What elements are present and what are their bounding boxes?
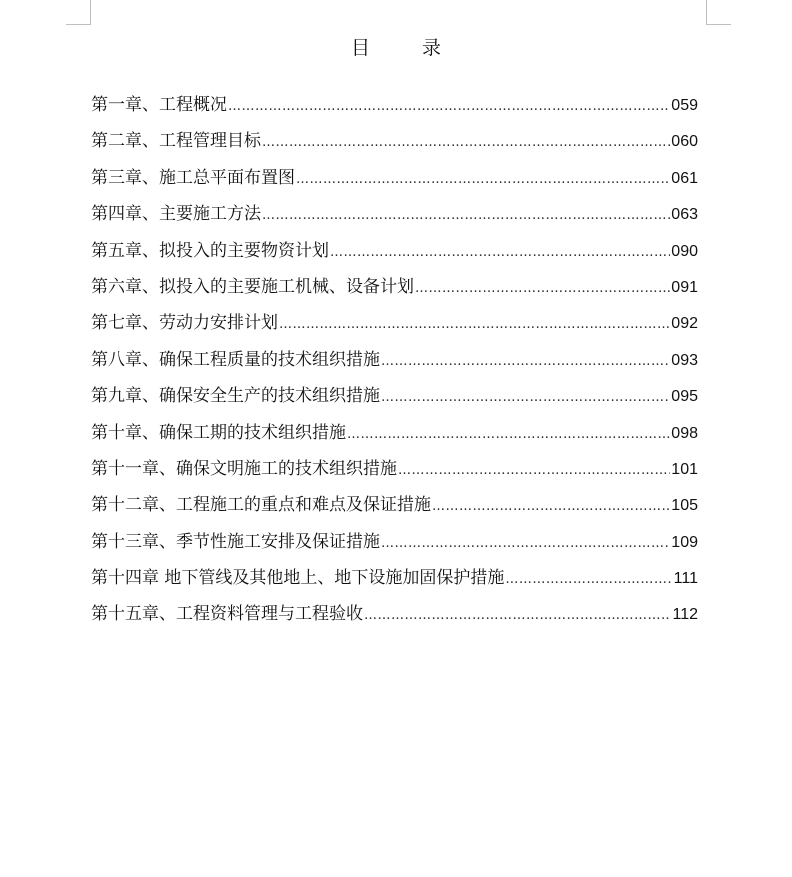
- page-title: [0, 33, 792, 60]
- toc-entry-label: 第十一章、确保文明施工的技术组织措施: [91, 458, 397, 479]
- crop-mark-top-left: [90, 0, 91, 24]
- toc-page-number: 090: [671, 242, 698, 260]
- page-title-part: 录: [422, 37, 442, 59]
- toc-leader-dots: [381, 390, 670, 405]
- toc-entry[interactable]: [91, 527, 698, 563]
- toc-entry-label: 第八章、确保工程质量的技术组织措施: [91, 349, 380, 370]
- toc-page-number: 092: [671, 315, 698, 333]
- toc-leader-dots: [381, 536, 670, 551]
- toc-page-number: 059: [671, 97, 698, 114]
- toc-entry[interactable]: [91, 454, 698, 490]
- toc-entry[interactable]: [91, 236, 698, 272]
- toc-page-number: 063: [671, 206, 698, 224]
- toc-page-number: 109: [671, 533, 698, 551]
- toc-entry-label: 第十五章、工程资料管理与工程验收: [91, 604, 363, 625]
- toc-entry[interactable]: [91, 90, 698, 126]
- toc-entry[interactable]: [91, 272, 698, 308]
- toc-entry[interactable]: [91, 381, 698, 417]
- toc-leader-dots: [347, 427, 670, 442]
- toc-leader-dots: [228, 99, 670, 114]
- crop-mark-top-left: [66, 24, 91, 25]
- toc-entry[interactable]: [91, 308, 698, 344]
- toc-entry-label: 第一章、工程概况: [91, 95, 227, 115]
- toc-entry[interactable]: [91, 599, 698, 635]
- toc-entry[interactable]: [91, 490, 698, 526]
- toc-leader-dots: [296, 172, 670, 187]
- toc-entry-label: 第三章、施工总平面布置图: [91, 167, 295, 188]
- crop-mark-top-right: [706, 24, 731, 25]
- toc-entry-label: 第十三章、季节性施工安排及保证措施: [91, 531, 380, 552]
- toc-leader-dots: [262, 208, 670, 223]
- toc-entry-label: 第二章、工程管理目标: [91, 131, 261, 152]
- toc-page-number: 098: [671, 424, 698, 442]
- toc-page-number: 091: [671, 278, 698, 296]
- toc-leader-dots: [432, 499, 670, 514]
- crop-mark-top-right: [706, 0, 707, 24]
- toc-page-number: 061: [671, 169, 698, 187]
- toc-page-number: 095: [671, 388, 698, 406]
- toc-page-number: 111: [673, 570, 698, 588]
- toc-entry-label: 第九章、确保安全生产的技术组织措施: [91, 386, 380, 407]
- toc-entry-label: 第五章、拟投入的主要物资计划: [91, 240, 329, 261]
- toc-entry[interactable]: [91, 418, 698, 454]
- toc-page-number: 101: [671, 460, 698, 478]
- toc-entry-label: 第四章、主要施工方法: [91, 204, 261, 225]
- toc-leader-dots: [415, 281, 670, 296]
- toc-entry-label: 第十章、确保工期的技术组织措施: [91, 422, 346, 443]
- toc-entry[interactable]: [91, 163, 698, 199]
- toc-leader-dots: [364, 608, 671, 623]
- toc-leader-dots: [279, 317, 670, 332]
- toc-leader-dots: [381, 354, 670, 369]
- toc-entry-label: 第七章、劳动力安排计划: [91, 313, 278, 334]
- toc-page-number: 105: [671, 497, 698, 515]
- toc-entry[interactable]: [91, 563, 698, 599]
- toc-entry-label: 第十四章 地下管线及其他地上、地下设施加固保护措施: [91, 568, 505, 589]
- toc-leader-dots: [398, 463, 670, 478]
- toc-page-number: 060: [671, 133, 698, 151]
- toc-entry-label: 第六章、拟投入的主要施工机械、设备计划: [91, 276, 414, 297]
- toc-page-number: 112: [672, 606, 698, 624]
- toc-leader-dots: [505, 572, 672, 587]
- toc-page-number: 093: [671, 351, 698, 369]
- page-title-part: 目: [350, 37, 370, 59]
- toc-entry[interactable]: [91, 199, 698, 235]
- toc-leader-dots: [262, 135, 670, 150]
- toc-entry[interactable]: [91, 345, 698, 381]
- table-of-contents: [91, 90, 698, 636]
- toc-leader-dots: [330, 245, 670, 260]
- toc-entry-label: 第十二章、工程施工的重点和难点及保证措施: [91, 495, 431, 516]
- toc-entry[interactable]: [91, 126, 698, 162]
